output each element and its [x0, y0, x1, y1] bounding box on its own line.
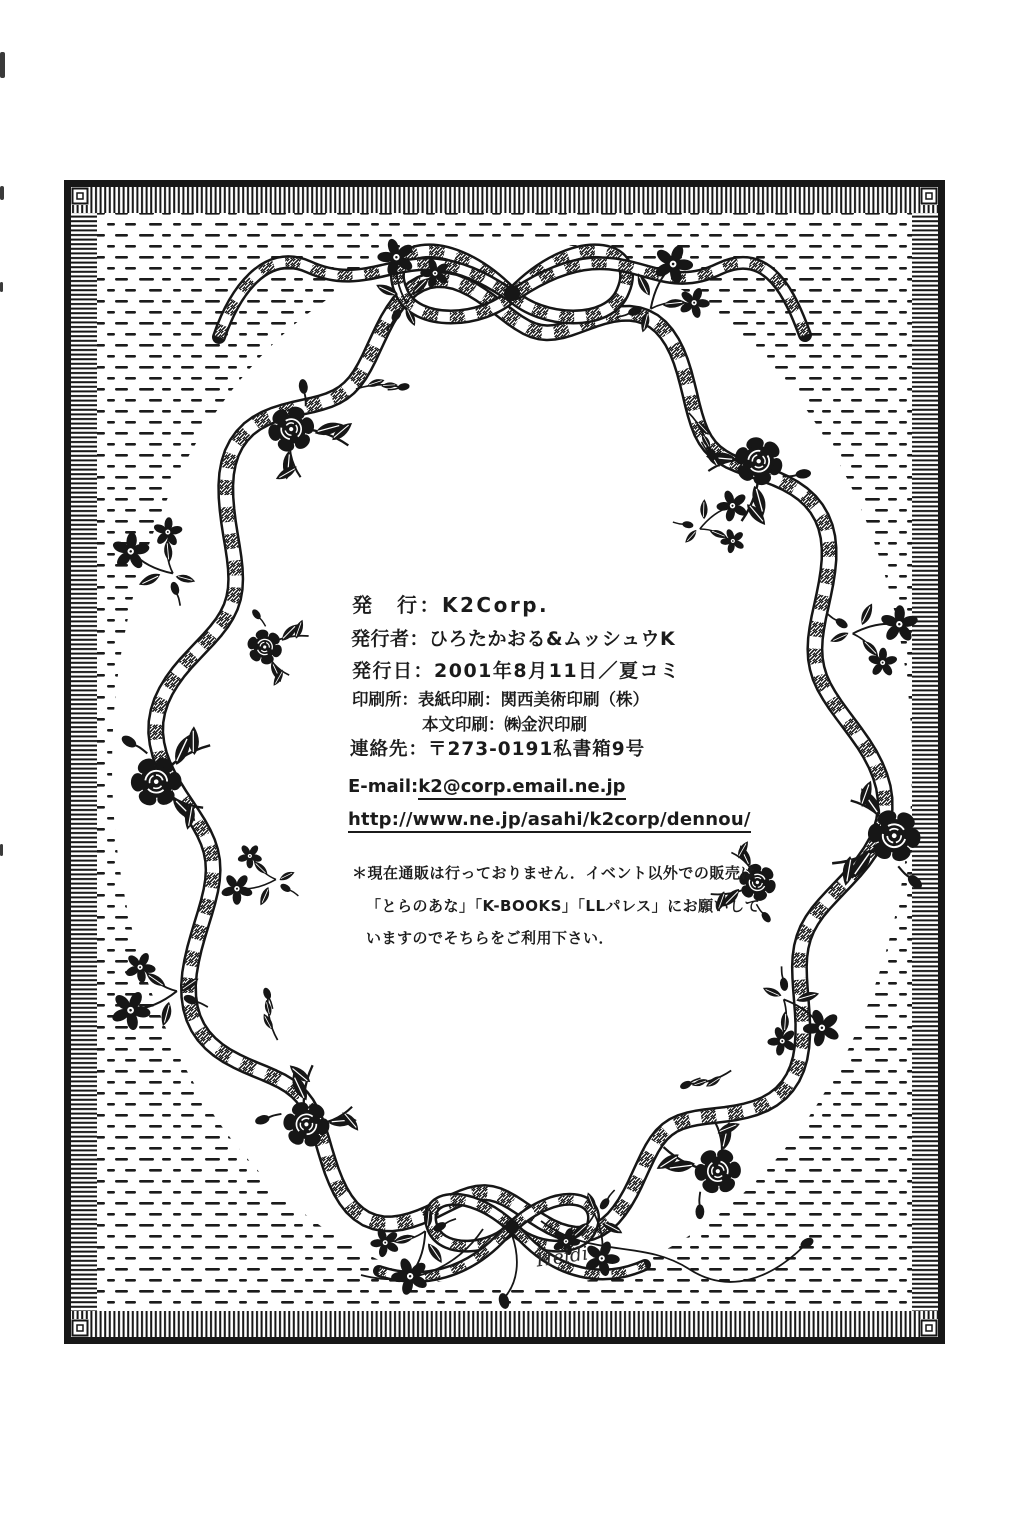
- printing-line-cover: 印刷所：表紙印刷：関西美術印刷（株）: [352, 690, 649, 709]
- printing-line-body: 本文印刷：㈱金沢印刷: [422, 715, 587, 734]
- wreath-inner-field: [112, 240, 912, 1290]
- email-label: E-mail:: [348, 776, 419, 797]
- floral-wreath-engraving: [71, 187, 938, 1337]
- scan-speck: [0, 52, 5, 78]
- publication-date-line: 発行日：2001年8月11日／夏コミ: [352, 660, 681, 682]
- notice-line-3: いますのでそちらをご利用下さい．: [366, 929, 615, 947]
- scan-speck: [0, 282, 3, 292]
- website-url: http://www.ne.jp/asahi/k2corp/dennou/: [348, 809, 751, 833]
- decorative-frame: [64, 180, 945, 1344]
- email-address: k2@corp.email.ne.jp: [418, 776, 625, 800]
- scan-speck: [0, 844, 3, 856]
- contact-line: 連絡先：〒273-0191私書箱9号: [350, 739, 646, 760]
- scan-speck: [0, 186, 4, 200]
- notice-line-1: ＊現在通販は行っておりません．イベント以外での販売は: [352, 864, 756, 882]
- artist-signature: Heidi: [534, 1242, 590, 1272]
- notice-line-2: 「とらのあな」「K-BOOKS」「LLパレス」にお願いして: [366, 897, 761, 915]
- publisher-line: 発 行：K2Corp.: [352, 593, 550, 617]
- author-line: 発行者：ひろたかおる&ムッシュウK: [351, 628, 676, 650]
